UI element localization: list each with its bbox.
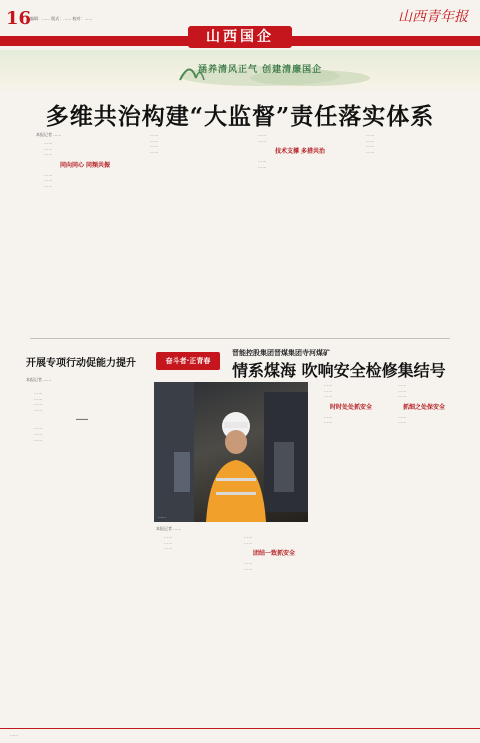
page-footer: [0, 728, 480, 743]
left-body: …… …… …… …… …… …… …… ……: [26, 390, 138, 725]
top-col-1: …… …… …… 同向同心 同频共振 …… …… ……: [36, 140, 134, 330]
top-subhead-1: 同向同心 同频共振: [59, 161, 111, 169]
section-title: 山西国企: [206, 29, 274, 45]
feature-tag: [156, 352, 220, 370]
photo-caption: ……: [158, 514, 166, 519]
feature-subhead-2: 时时处处抓安全: [329, 403, 372, 411]
paper-name: 山西青年报: [398, 9, 468, 25]
feature-subhead-3: 抓细之处保安全: [402, 403, 445, 411]
top-subhead-2: 技术支撑 多措共治: [274, 148, 326, 156]
footer-text: ……: [10, 732, 18, 737]
feature-photo: [154, 382, 308, 522]
page-number: 16: [6, 8, 32, 29]
top-col-4: …… …… …… ……: [366, 132, 375, 154]
section-tab: [188, 26, 292, 48]
left-byline: 本报记者 ……: [26, 377, 52, 382]
left-article: [26, 342, 146, 727]
top-byline: 本报记者 ……: [36, 132, 62, 137]
section-divider: [30, 338, 450, 339]
top-col-2: …… …… …… ……: [150, 132, 159, 154]
feature-subhead-1: 团结一致抓安全: [252, 550, 295, 558]
feature-col-3: …… …… …… 时时处处抓安全 …… ……: [316, 382, 386, 724]
feature-kicker: 晋能控股集团晋煤集团寺河煤矿: [232, 349, 330, 357]
left-subhead: ……: [76, 415, 88, 423]
feature-article: [150, 342, 460, 727]
editor-line: 编辑：…… 版式：…… 校对：……: [30, 16, 93, 21]
feature-headline: 情系煤海 吹响安全检修集结号: [232, 361, 446, 380]
feature-col-1: …… …… ……: [164, 534, 173, 551]
feature-col-4: …… …… …… 抓细之处保安全 …… ……: [390, 382, 458, 724]
banner-image: [0, 50, 480, 94]
feature-tag-text: 奋斗者·正青春: [165, 357, 211, 365]
top-article: [0, 50, 480, 335]
feature-byline: 本报记者 ……: [156, 526, 182, 531]
feature-col-2: …… …… 团结一致抓安全 …… ……: [236, 534, 312, 724]
top-headline: 多维共治构建“大监督”责任落实体系: [45, 103, 435, 130]
banner-slogan: 涵养清风正气 创建清廉国企: [198, 65, 323, 75]
left-headline: 开展专项行动促能力提升: [26, 358, 136, 369]
top-col-3: …… …… 技术支撑 多措共治 …… ……: [250, 132, 350, 332]
